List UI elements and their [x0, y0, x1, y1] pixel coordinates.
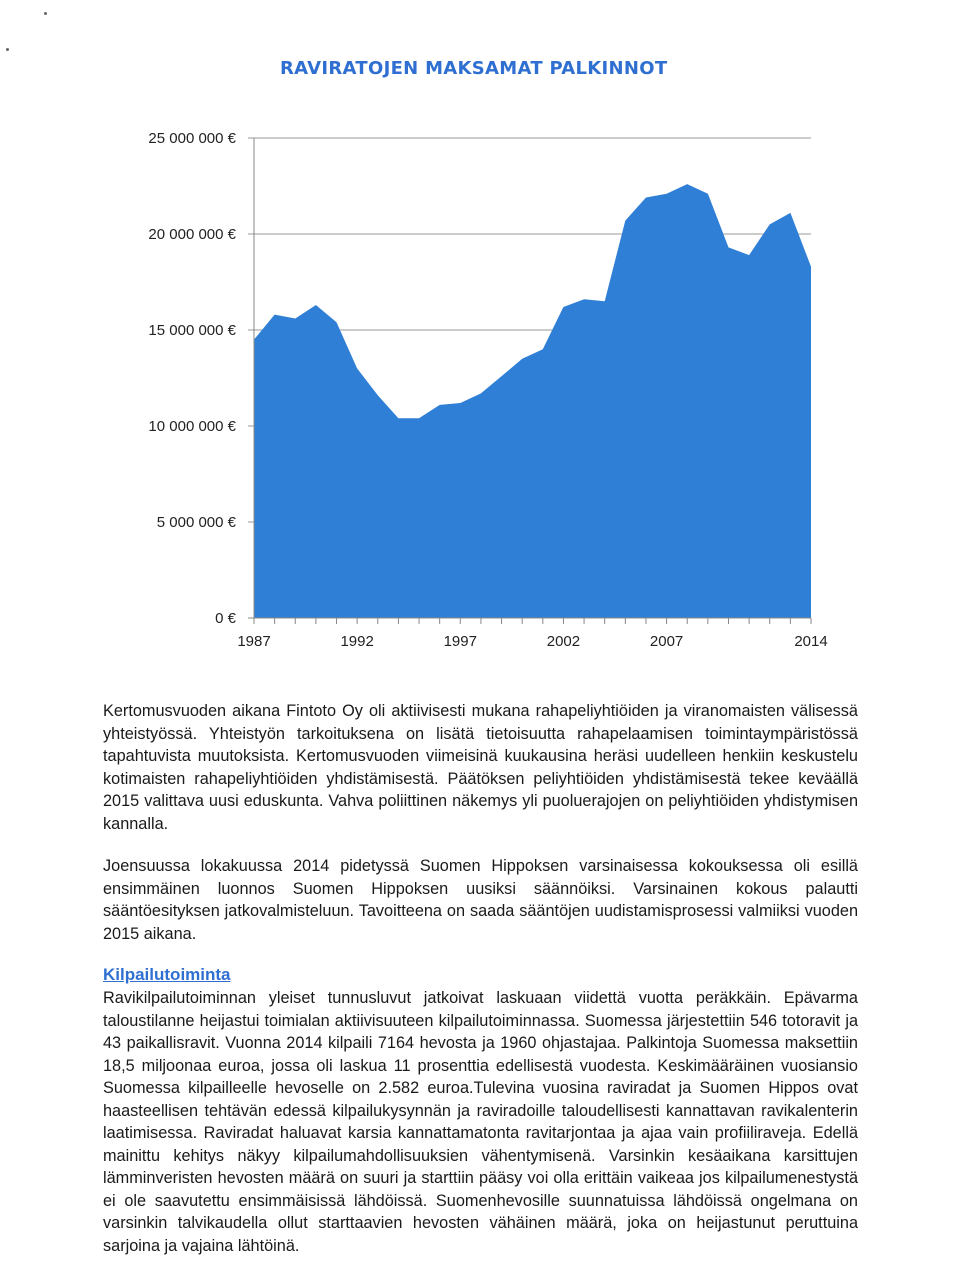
section-heading-kilpailutoiminta: Kilpailutoiminta: [103, 965, 231, 984]
x-tick-label: 1997: [443, 633, 477, 650]
x-tick-label: 1987: [237, 633, 271, 650]
x-axis-tick-labels: [237, 633, 827, 650]
paragraph-cooperation: Kertomusvuoden aikana Fintoto Oy oli aktiivisesti mukana rahapeliyhtiöiden ja viranomaisten välisessä yhteistyössä. Yhteistyön tarkoituksena on lisätä tietoisuutta rahapelaamisen toimintaympäristössä tapahtuvista muutoksista. Kertomusvuoden viimeisinä kuukausina heräsi uudelleen henkiin keskustelu kotimaisten rahapeliyhtiöiden yhdistämisestä. Päätöksen peliyhtiöiden yhdistämisestä tekee keväällä 2015 valittava uusi eduskunta. Vahva poliittinen näkemys yli puoluerajojen on peliyhtiöiden yhdistymisen kannalla.: [103, 702, 858, 833]
y-tick-label: 20 000 000 €: [148, 226, 236, 243]
chart-title: RAVIRATOJEN MAKSAMAT PALKINNOT: [280, 58, 668, 79]
x-tick-label: 2014: [794, 633, 828, 650]
y-tick-label: 25 000 000 €: [148, 130, 236, 147]
y-tick-label: 5 000 000 €: [156, 514, 236, 531]
x-tick-label: 2007: [649, 633, 684, 650]
paragraph-competitions: Ravikilpailutoiminnan yleiset tunnusluvut jatkoivat laskuaan viidettä vuotta peräkkäin. Epävarma taloustilanne heijastui toimialan aktiivisuuteen kilpailutoiminnassa. Suomessa järjestettiin 546 totoravit ja 43 paikallisravit. Vuonna 2014 kilpaili 7164 hevosta ja 1960 ohjastajaa. Palkintoja Suomessa maksettiin 18,5 miljoonaa euroa, jossa oli laskua 11 prosenttia edellisestä vuodesta. Keskimääräinen vuosiansio Suomessa kilpailleelle hevoselle on 2.582 euroa.Tulevina vuosina raviradat ja Suomen Hippos ovat haasteellisen tehtävän edessä kilpailukysynnän ja raviradoille taloudellisesti kannattavan ravikalenterin laatimisessa. Raviradat haluavat karsia kannattamatonta ravitarjontaa ja ajaa vain profiiliraveja. Edellä mainittu kehitys näkyy kilpailumahdollisuuksien vähentymisenä. Varsinkin kesäaikana karsittujen lämminveristen hevosten määrä on suuri ja starttiin pääsy voi olla erittäin vaikeaa jos kilpailumenestystä ei ole saavutettu ensimmäisissä lähdöissä. Suomenhevosille suunnatuissa lähdöissä ongelmana on varsinkin talvikaudella ollut starttaavien hevosten vähäinen määrä, joka on heijastunut peruttuina sarjoina ja vajaina lähtöinä.: [103, 989, 858, 1255]
y-axis-tick-labels: [148, 130, 236, 627]
prize-money-area-series: [254, 184, 811, 618]
y-tick-label: 10 000 000 €: [148, 418, 236, 435]
paragraph-rules: Joensuussa lokakuussa 2014 pidetyssä Suomen Hippoksen varsinaisessa kokouksessa oli esillä ensimmäinen luonnos Suomen Hippoksen uusiksi säännöiksi. Varsinainen kokous palautti sääntöesityksen jatkovalmisteluun. Tavoitteena on saada sääntöjen uudistamisprosessi valmiiksi vuoden 2015 aikana.: [103, 857, 858, 943]
x-tick-label: 2002: [546, 633, 581, 650]
chart-area-layer: [254, 184, 811, 618]
x-tick-label: 1992: [340, 633, 374, 650]
y-tick-label: 0 €: [215, 610, 236, 627]
y-tick-label: 15 000 000 €: [148, 322, 236, 339]
